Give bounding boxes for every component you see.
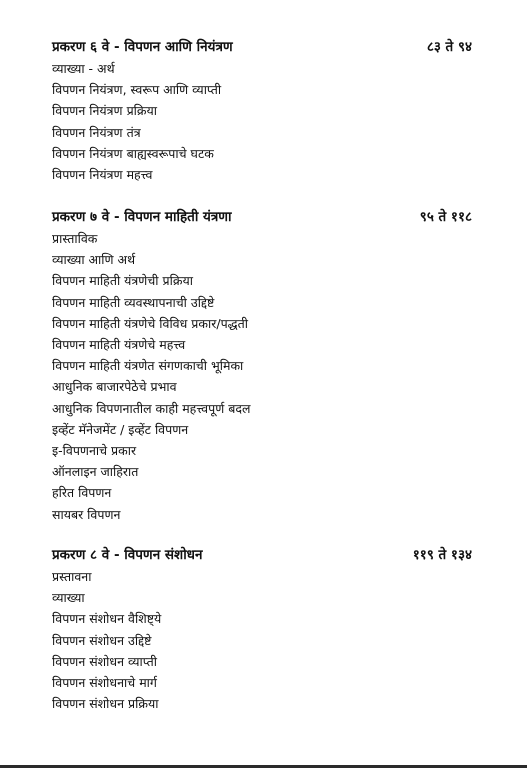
topic-item: विपणन माहिती यंत्रणेचे महत्त्व (52, 337, 186, 353)
chapter-title: प्रकरण ८ वे - विपणन संशोधन (52, 547, 203, 563)
topic-item: विपणन माहिती यंत्रणेची प्रक्रिया (52, 273, 193, 289)
topic-list (52, 58, 472, 185)
topic-item: विपणन माहिती व्यवस्थापनाची उद्दिष्टे (52, 294, 215, 310)
topic-item: विपणन नियंत्रण प्रक्रिया (52, 103, 158, 119)
topic-item: विपणन संशोधन प्रक्रिया (52, 696, 159, 712)
topic-item: प्रस्तावना (52, 569, 92, 584)
topic-item: विपणन नियंत्रण तंत्र (52, 124, 141, 140)
topic-item: ऑनलाइन जाहिरात (52, 464, 139, 480)
topic-item: आधुनिक विपणनातील काही महत्त्वपूर्ण बदल (52, 400, 251, 416)
chapter-7-section (52, 206, 472, 525)
topic-list (52, 228, 472, 525)
chapter-page-range: ८३ ते ९४ (426, 39, 472, 55)
topic-item: व्याख्या आणि अर्थ (52, 252, 136, 268)
topic-item: इव्हेंट मॅनेजमेंट / इव्हेंट विपणन (52, 421, 189, 437)
chapter-title: प्रकरण ६ वे - विपणन आणि नियंत्रण (52, 39, 233, 55)
chapter-header (52, 206, 472, 228)
topic-item: विपणन नियंत्रण महत्त्व (52, 167, 153, 183)
topic-item: प्रास्ताविक (52, 231, 98, 246)
topic-item: विपणन माहिती यंत्रणेचे विविध प्रकार/पद्धती (52, 315, 249, 331)
chapter-6-section (52, 36, 472, 185)
topic-item: हरित विपणन (52, 485, 112, 501)
topic-item: व्याख्या - अर्थ (52, 61, 115, 76)
chapter-page-range: ११९ ते १३४ (412, 547, 472, 563)
topic-item: व्याख्या (52, 590, 85, 606)
chapter-header (52, 544, 472, 566)
chapter-page-range: ९५ ते ११८ (419, 209, 472, 225)
topic-item: विपणन माहिती यंत्रणेत संगणकाची भूमिका (52, 358, 244, 374)
topic-item: विपणन संशोधन व्याप्ती (52, 653, 157, 669)
topic-item: आधुनिक बाजारपेठेचे प्रभाव (52, 379, 177, 395)
chapter-8-section (52, 544, 472, 714)
topic-item: इ-विपणनाचे प्रकार (52, 443, 137, 459)
topic-item: सायबर विपणन (52, 506, 121, 522)
chapter-header (52, 36, 472, 58)
topic-item: विपणन संशोधन वैशिष्ट्ये (52, 611, 162, 627)
topic-item: विपणन संशोधनाचे मार्ग (52, 675, 157, 691)
topic-item: विपणन संशोधन उद्दिष्टे (52, 632, 152, 648)
topic-item: विपणन नियंत्रण, स्वरूप आणि व्याप्ती (52, 82, 222, 98)
chapter-title: प्रकरण ७ वे - विपणन माहिती यंत्रणा (52, 209, 232, 225)
topic-item: विपणन नियंत्रण बाह्यस्वरूपाचे घटक (52, 145, 214, 161)
topic-list (52, 566, 472, 714)
